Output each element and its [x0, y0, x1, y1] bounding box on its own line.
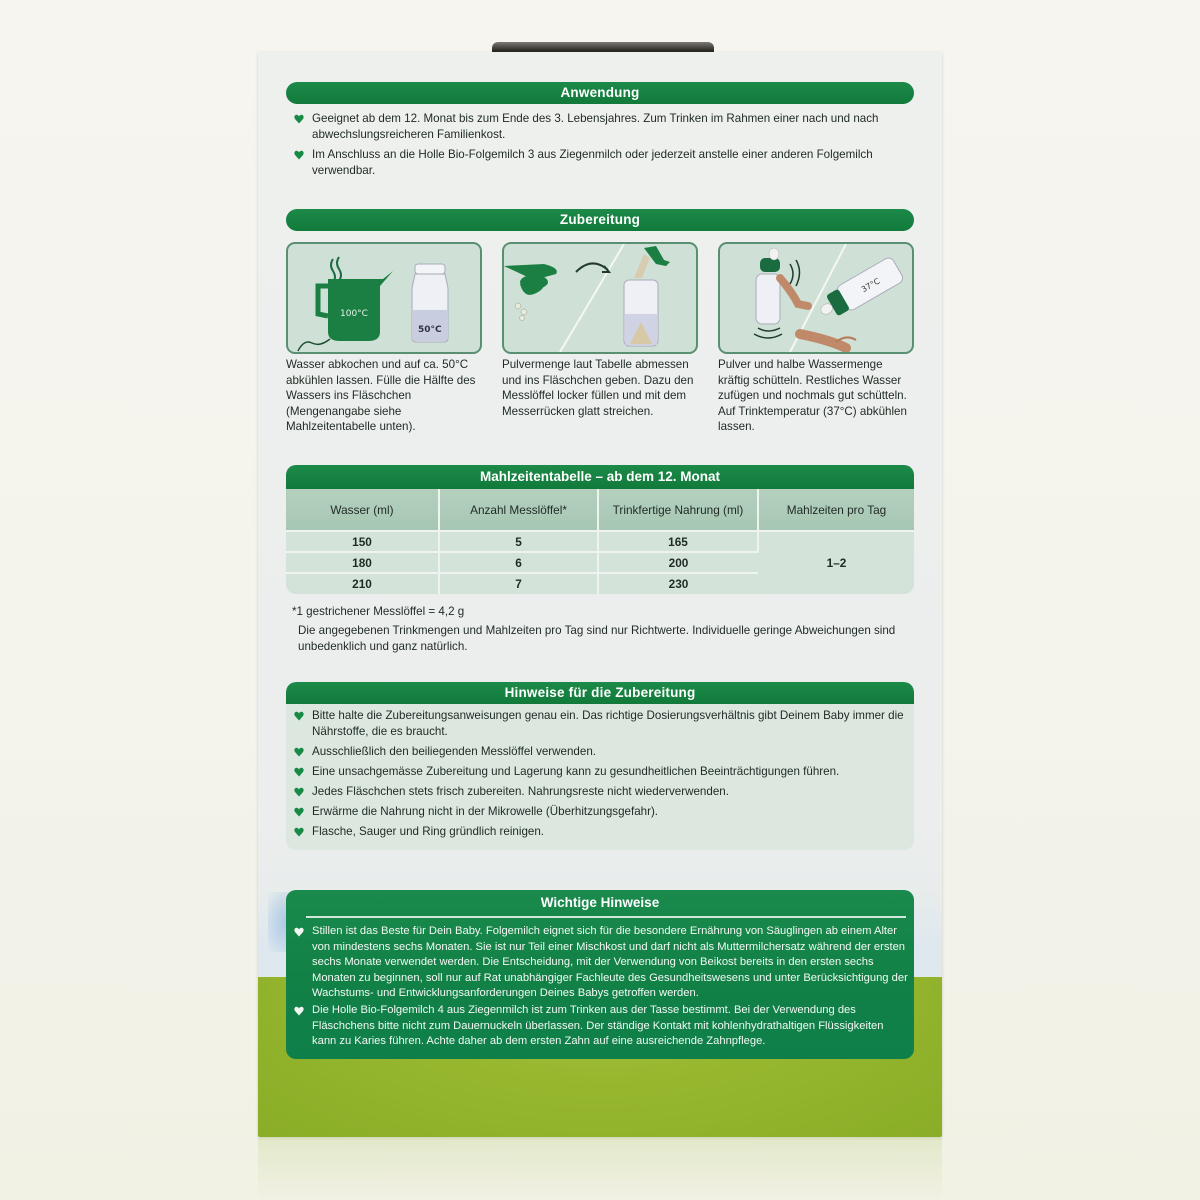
- table-cell: 150: [286, 531, 439, 552]
- table-cell: 200: [598, 552, 758, 573]
- section-title: Anwendung: [286, 82, 914, 104]
- list-item: Jedes Fläschchen stets frisch zubereiten. Nahrungsreste nicht wiederverwenden.: [286, 784, 914, 800]
- preparation-steps: [286, 242, 914, 435]
- section-wichtige-hinweise: [286, 890, 914, 1059]
- preparation-notes-list: [286, 708, 914, 840]
- kettle-and-bottle-icon: [286, 242, 482, 354]
- section-title: Zubereitung: [286, 209, 914, 231]
- table-note: Die angegebenen Trinkmengen und Mahlzeiten pro Tag sind nur Richtwerte. Individuelle geringe Abweichungen sind unbedenklich und ganz natürlich.: [298, 624, 896, 653]
- table-cell: 165: [598, 531, 758, 552]
- box-reflection: [258, 1137, 942, 1200]
- preparation-notes-panel: [286, 682, 914, 850]
- divider: [306, 916, 906, 918]
- section-title: Hinweise für die Zubereitung: [286, 682, 914, 704]
- list-item: Bitte halte die Zubereitungsanweisungen genau ein. Das richtige Dosierungsverhältnis gibt Deinem Baby immer die Nährstoffe, die es braucht.: [286, 708, 914, 740]
- meal-table-grid: [286, 489, 914, 594]
- column-header: Mahlzeiten pro Tag: [758, 489, 914, 531]
- table-cell: 230: [598, 573, 758, 594]
- list-item: Die Holle Bio-Folgemilch 4 aus Ziegenmilch ist zum Trinken aus der Tasse bestimmt. Bei der Verwendung des Fläschchens bitte nicht zum Dauernuckeln überlassen. Der ständige Kontakt mit kohlenhydrathaltigen Flüssigkeiten kann zu Karies führen. Achte daher ab dem ersten Zahn auf eine ausreichende Zahnpflege.: [286, 1003, 914, 1050]
- section-title: Wichtige Hinweise: [540, 895, 660, 910]
- preparation-step-1: [286, 242, 482, 435]
- list-item: Erwärme die Nahrung nicht in der Mikrowelle (Überhitzungsgefahr).: [286, 804, 914, 820]
- step-description: Wasser abkochen und auf ca. 50°C abkühlen lassen. Fülle die Hälfte des Wassers ins Fläschchen (Mengenangabe siehe Mahlzeitentabelle unten).: [286, 358, 476, 433]
- section-hinweise-zubereitung: [286, 682, 914, 850]
- table-cell: 210: [286, 573, 439, 594]
- table-cell-meals-per-day: 1–2: [758, 531, 914, 594]
- svg-text:37°C: 37°C: [859, 276, 882, 295]
- step-description: Pulver und halbe Wassermenge kräftig schütteln. Restliches Wasser zufügen und nochmals gut schütteln. Auf Trinktemperatur (37°C) abkühlen lassen.: [718, 358, 907, 433]
- scoop-powder-icon: [502, 242, 698, 354]
- product-box-back: [258, 52, 942, 1137]
- anwendung-list: [286, 111, 914, 179]
- preparation-step-3: [718, 242, 914, 435]
- section-anwendung: [286, 82, 914, 183]
- list-item: Ausschließlich den beiliegenden Messlöffel verwenden.: [286, 744, 914, 760]
- section-mahlzeitentabelle: [286, 465, 914, 655]
- heart-bullet-icon: [294, 807, 304, 817]
- list-item: Stillen ist das Beste für Dein Baby. Folgemilch eignet sich für die besondere Ernährung von Säuglingen ab einem Alter von mindestens sechs Monaten. Sie ist nur Teil einer Mischkost und darf nicht als Muttermilchersatz während der ersten sechs Monate verwendet werden. Die Entscheidung, mit der Verwendung von Beikost bereits in den ersten sechs Monaten zu beginnen, soll nur auf Rat unabhängiger Fachleute des Gesundheitswesens und unter Berücksichtigung der Wachstums- und Entwicklungsanforderungen Deines Babys getroffen werden.: [286, 924, 914, 1002]
- important-notes-panel: [286, 890, 914, 1059]
- heart-bullet-icon: [294, 767, 304, 777]
- column-header: Anzahl Messlöffel*: [439, 489, 598, 531]
- heart-bullet-icon: [294, 747, 304, 757]
- step-description: Pulvermenge laut Tabelle abmessen und ins Fläschchen geben. Dazu den Messlöffel locker füllen und mit dem Messerrücken glatt streichen.: [502, 358, 694, 418]
- important-notes-list: [286, 924, 914, 1050]
- list-item: Flasche, Sauger und Ring gründlich reinigen.: [286, 824, 914, 840]
- meal-table: [286, 465, 914, 594]
- heart-bullet-icon: [294, 150, 304, 160]
- table-footnote: *1 gestrichener Messlöffel = 4,2 g: [292, 605, 465, 618]
- table-cell: 5: [439, 531, 598, 552]
- heart-bullet-icon: [294, 1006, 304, 1016]
- heart-bullet-icon: [294, 827, 304, 837]
- shake-and-test-temperature-icon: [718, 242, 914, 354]
- heart-bullet-icon: [294, 114, 304, 124]
- heart-bullet-icon: [294, 927, 304, 937]
- svg-text:100°C: 100°C: [340, 309, 368, 319]
- heart-bullet-icon: [294, 787, 304, 797]
- heart-bullet-icon: [294, 711, 304, 721]
- table-header-row: [286, 489, 914, 531]
- table-cell: 6: [439, 552, 598, 573]
- table-row: [286, 531, 914, 552]
- table-cell: 180: [286, 552, 439, 573]
- list-item: Geeignet ab dem 12. Monat bis zum Ende des 3. Lebensjahres. Zum Trinken im Rahmen einer nach und nach abwechslungsreicheren Familienkost.: [286, 111, 914, 143]
- list-item: Eine unsachgemässe Zubereitung und Lagerung kann zu gesundheitlichen Beeinträchtigungen führen.: [286, 764, 914, 780]
- section-zubereitung: [286, 209, 914, 435]
- column-header: Wasser (ml): [286, 489, 439, 531]
- preparation-step-2: [502, 242, 698, 435]
- table-cell: 7: [439, 573, 598, 594]
- list-item: Im Anschluss an die Holle Bio-Folgemilch 3 aus Ziegenmilch oder jederzeit anstelle einer anderen Folgemilch verwendbar.: [286, 147, 914, 179]
- svg-text:50°C: 50°C: [418, 325, 442, 335]
- table-title: Mahlzeitentabelle – ab dem 12. Monat: [286, 465, 914, 489]
- column-header: Trinkfertige Nahrung (ml): [598, 489, 758, 531]
